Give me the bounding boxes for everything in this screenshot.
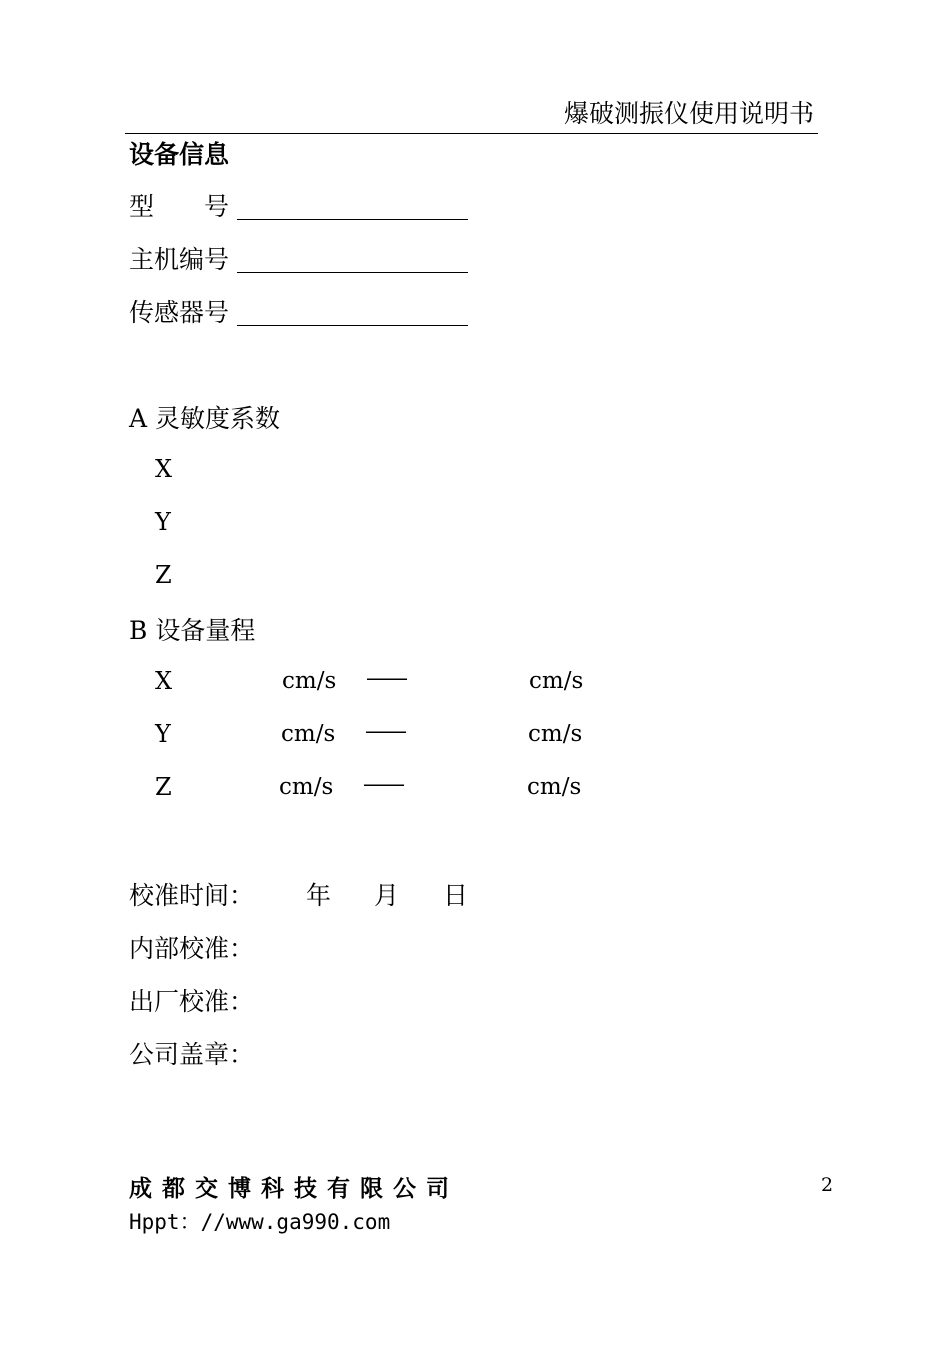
sensitivity-axis-z: Z [155, 561, 172, 589]
calibration-time-label: 校准时间： [129, 881, 255, 910]
range-x-unit-high: cm/s [529, 668, 584, 694]
range-x-unit-low: cm/s [282, 668, 337, 694]
model-label: 型 号 [129, 192, 230, 221]
footer-website: Hppt：//www.ga990.com [129, 1210, 391, 1234]
range-z-dash: —— [363, 772, 403, 797]
company-seal-label: 公司盖章： [129, 1040, 255, 1069]
range-y-unit-high: cm/s [528, 721, 583, 747]
sensitivity-title: A 灵敏度系数 [129, 404, 281, 433]
range-title: B 设备量程 [129, 616, 256, 645]
range-axis-x: X [155, 667, 173, 695]
footer-company-name: 成都交博科技有限公司 [129, 1176, 459, 1202]
internal-calibration-label: 内部校准： [129, 934, 255, 963]
factory-calibration-label: 出厂校准： [129, 987, 255, 1016]
range-z-unit-high: cm/s [527, 774, 582, 800]
range-x-dash: —— [366, 666, 406, 691]
host-number-field[interactable] [237, 272, 468, 273]
model-field[interactable] [237, 219, 468, 220]
range-z-unit-low: cm/s [279, 774, 334, 800]
calibration-month: 月 [374, 881, 400, 910]
calibration-year: 年 [306, 881, 332, 910]
sensor-number-label: 传感器号 [129, 298, 230, 327]
range-y-dash: —— [365, 719, 405, 744]
page-number: 2 [821, 1174, 834, 1196]
host-number-label: 主机编号 [129, 245, 230, 274]
device-info-title: 设备信息 [129, 140, 230, 169]
sensitivity-axis-x: X [155, 455, 173, 483]
calibration-day: 日 [443, 881, 469, 910]
range-y-unit-low: cm/s [281, 721, 336, 747]
header-divider [125, 133, 818, 134]
document-header-title: 爆破测振仪使用说明书 [563, 99, 814, 128]
sensitivity-axis-y: Y [155, 508, 171, 536]
sensor-number-field[interactable] [237, 325, 468, 326]
range-axis-y: Y [155, 720, 171, 748]
range-axis-z: Z [155, 773, 172, 801]
